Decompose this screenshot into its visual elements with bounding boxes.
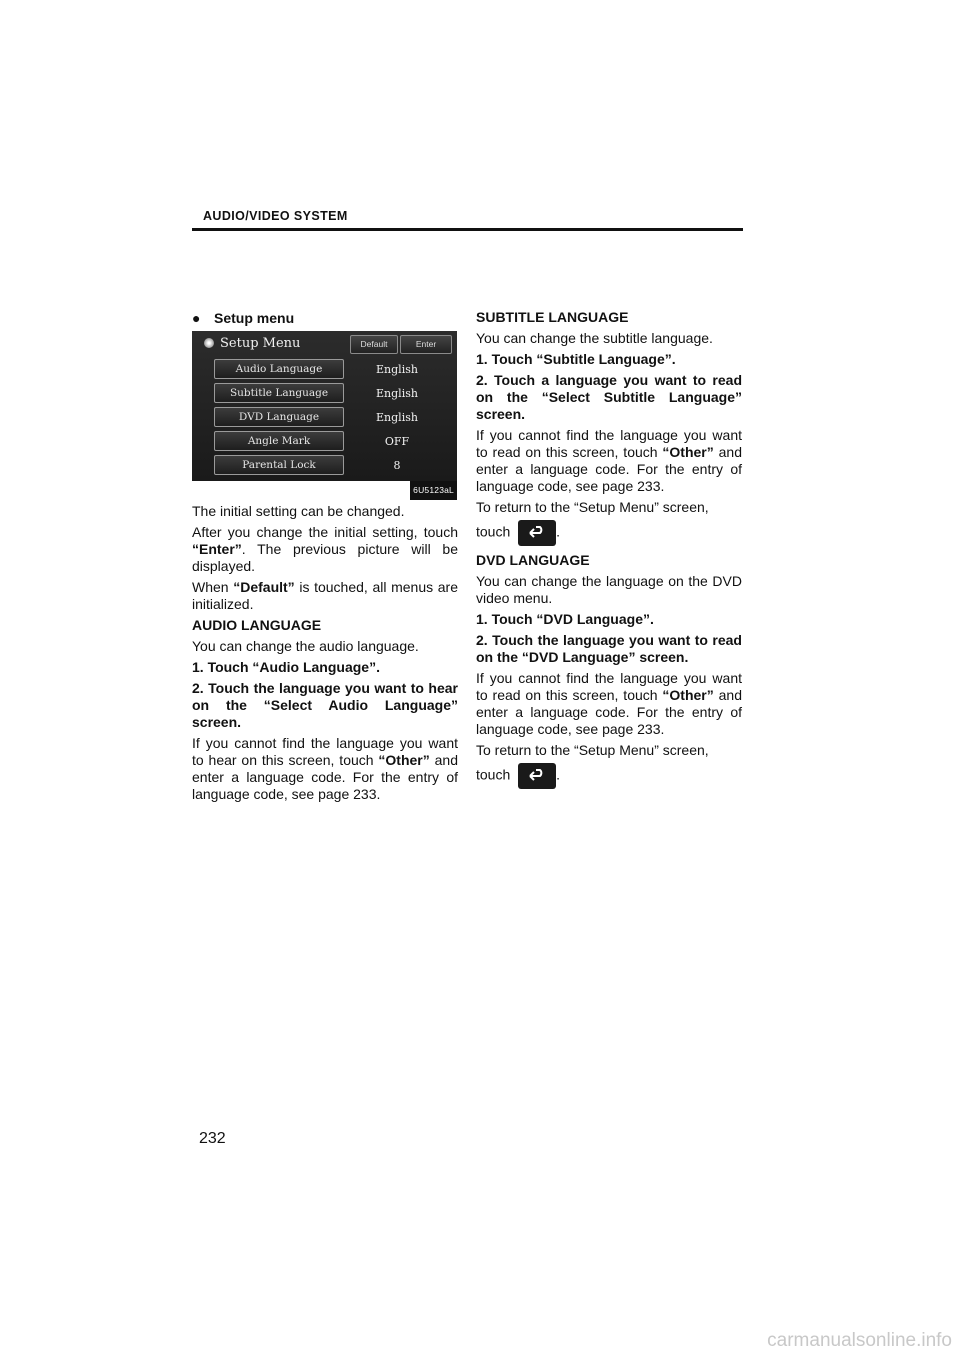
- step: 2. Touch a language you want to read on the “Select Subtitle Language” screen.: [476, 372, 742, 422]
- right-column: [476, 307, 742, 793]
- bullet-heading: ● Setup menu: [192, 310, 295, 326]
- header-rule: [192, 228, 743, 231]
- step: 1. Touch “DVD Language”.: [476, 611, 654, 627]
- left-column: [192, 310, 458, 807]
- paragraph: If you cannot find the language you want to hear on this screen, touch “Other” and enter a language code. For the entry of language code, see page 233.: [192, 735, 458, 802]
- watermark: carmanualsonline.info: [767, 1330, 952, 1351]
- bullet-icon: ●: [192, 310, 201, 326]
- subtitle-language-button[interactable]: Subtitle Language: [214, 383, 344, 403]
- parental-lock-value: 8: [393, 459, 401, 472]
- setup-menu-figure: [192, 331, 457, 495]
- section-heading: SUBTITLE LANGUAGE: [476, 309, 629, 325]
- enter-button[interactable]: Enter: [400, 335, 452, 354]
- paragraph: touch .: [476, 520, 742, 546]
- section-title: AUDIO/VIDEO SYSTEM: [203, 209, 348, 223]
- subtitle-language-value: English: [376, 387, 418, 400]
- page-number: 232: [199, 1130, 226, 1147]
- section-heading: DVD LANGUAGE: [476, 552, 590, 568]
- section-heading: AUDIO LANGUAGE: [192, 617, 322, 633]
- step: 2. Touch the language you want to hear on the “Select Audio Language” screen.: [192, 680, 458, 730]
- paragraph: If you cannot find the language you want to read on this screen, touch “Other” and enter a language code. For the entry of language code, see page 233.: [476, 670, 742, 737]
- setup-menu-screen: [192, 331, 457, 481]
- angle-mark-button[interactable]: Angle Mark: [214, 431, 344, 451]
- parental-lock-button[interactable]: Parental Lock: [214, 455, 344, 475]
- paragraph: You can change the audio language.: [192, 638, 419, 654]
- paragraph: You can change the subtitle language.: [476, 330, 713, 346]
- paragraph: You can change the language on the DVD video menu.: [476, 573, 742, 606]
- paragraph: To return to the “Setup Menu” screen,: [476, 742, 709, 758]
- step: 2. Touch the language you want to read on the “DVD Language” screen.: [476, 632, 742, 665]
- angle-mark-value: OFF: [384, 435, 410, 448]
- step: 1. Touch “Subtitle Language”.: [476, 351, 676, 367]
- return-arrow-icon: [518, 763, 556, 789]
- paragraph: The initial setting can be changed.: [192, 503, 405, 519]
- paragraph: touch .: [476, 763, 742, 789]
- paragraph: After you change the initial setting, touch “Enter”. The previous picture will be displayed.: [192, 524, 458, 574]
- audio-language-button[interactable]: Audio Language: [214, 359, 344, 379]
- screen-title: Setup Menu: [220, 336, 301, 351]
- dvd-language-value: English: [376, 411, 418, 424]
- disc-icon: [204, 338, 214, 348]
- default-button[interactable]: Default: [350, 335, 398, 354]
- step: 1. Touch “Audio Language”.: [192, 659, 380, 675]
- paragraph: If you cannot find the language you want to read on this screen, touch “Other” and enter a language code. For the entry of language code, see page 233.: [476, 427, 742, 494]
- dvd-language-button[interactable]: DVD Language: [214, 407, 344, 427]
- figure-caption: 6U5123aL: [410, 481, 457, 500]
- return-arrow-icon: [518, 520, 556, 546]
- paragraph: To return to the “Setup Menu” screen,: [476, 499, 709, 515]
- audio-language-value: English: [376, 363, 418, 376]
- paragraph: When “Default” is touched, all menus are initialized.: [192, 579, 459, 612]
